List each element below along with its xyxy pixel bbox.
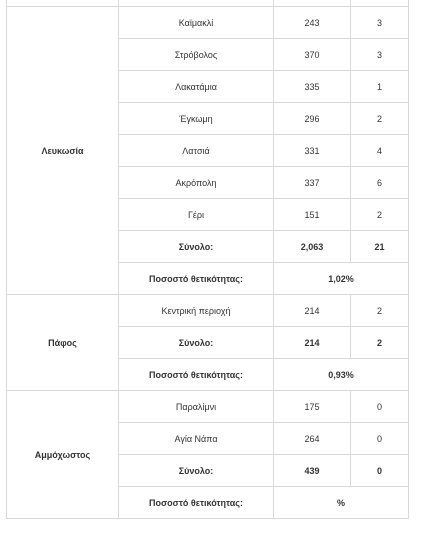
tests-count: 264 bbox=[274, 423, 351, 455]
total-label: Σύνολο: bbox=[119, 327, 274, 359]
tests-count: 337 bbox=[274, 167, 351, 199]
positivity-label: Ποσοστό θετικότητας: bbox=[119, 359, 274, 391]
tests-count: 151 bbox=[274, 199, 351, 231]
area-name: Αγία Νάπα bbox=[119, 423, 274, 455]
positives-count: 2 bbox=[351, 199, 409, 231]
results-table bbox=[6, 0, 409, 519]
table-row bbox=[7, 7, 409, 39]
area-name: Λατσιά bbox=[119, 135, 274, 167]
positives-count: 4 bbox=[351, 135, 409, 167]
area-name: Ακρόπολη bbox=[119, 167, 274, 199]
positivity-label: Ποσοστό θετικότητας: bbox=[119, 263, 274, 295]
positives-count: 3 bbox=[351, 7, 409, 39]
total-label: Σύνολο: bbox=[119, 231, 274, 263]
positivity-rate: 1,02% bbox=[274, 263, 409, 295]
total-positives: 21 bbox=[351, 231, 409, 263]
area-name: Καϊμακλί bbox=[119, 7, 274, 39]
positivity-rate: 0,93% bbox=[274, 359, 409, 391]
total-tests: 214 bbox=[274, 327, 351, 359]
table-row bbox=[7, 391, 409, 423]
positivity-label: Ποσοστό θετικότητας: bbox=[119, 487, 274, 519]
tests-count: 243 bbox=[274, 7, 351, 39]
area-name: Παραλίμνι bbox=[119, 391, 274, 423]
total-positives: 0 bbox=[351, 455, 409, 487]
area-name: Γέρι bbox=[119, 199, 274, 231]
positives-count: 6 bbox=[351, 167, 409, 199]
total-tests: 439 bbox=[274, 455, 351, 487]
positives-count: 1 bbox=[351, 71, 409, 103]
tests-count: 296 bbox=[274, 103, 351, 135]
positives-count: 0 bbox=[351, 391, 409, 423]
positives-count: 3 bbox=[351, 39, 409, 71]
tests-count: 331 bbox=[274, 135, 351, 167]
area-name: Λακατάμια bbox=[119, 71, 274, 103]
total-tests: 2,063 bbox=[274, 231, 351, 263]
area-name: Στρόβολος bbox=[119, 39, 274, 71]
tests-count: 370 bbox=[274, 39, 351, 71]
total-positives: 2 bbox=[351, 327, 409, 359]
positives-count: 2 bbox=[351, 103, 409, 135]
positivity-rate: % bbox=[274, 487, 409, 519]
total-label: Σύνολο: bbox=[119, 455, 274, 487]
positives-count: 0 bbox=[351, 423, 409, 455]
table-row bbox=[7, 295, 409, 327]
tests-count: 175 bbox=[274, 391, 351, 423]
district-name: Λευκωσία bbox=[7, 7, 119, 295]
area-name: Κεντρική περιοχή bbox=[119, 295, 274, 327]
tests-count: 214 bbox=[274, 295, 351, 327]
area-name: Έγκωμη bbox=[119, 103, 274, 135]
tests-count: 335 bbox=[274, 71, 351, 103]
district-name: Πάφος bbox=[7, 295, 119, 391]
positives-count: 2 bbox=[351, 295, 409, 327]
district-name: Αμμόχωστος bbox=[7, 391, 119, 519]
